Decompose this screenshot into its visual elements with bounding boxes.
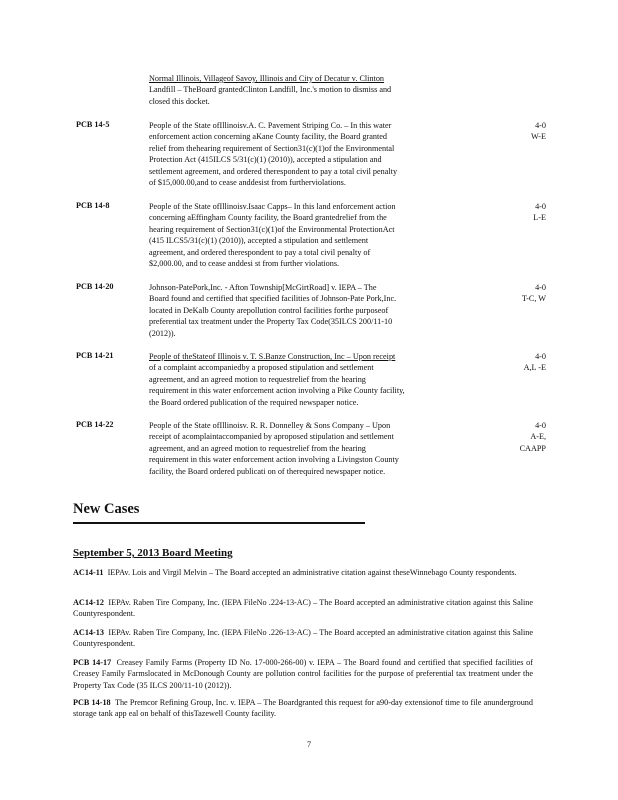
case-line: concerning aEffingham County facility, the Board grantedrelief from the <box>149 213 387 223</box>
case-line: People of the State ofIllinoisv.Isaac Capps– In this land enforcement action <box>149 202 396 211</box>
new-case-number: AC14-11 <box>73 568 104 577</box>
new-case-text: IEPAv. Raben Tire Company, Inc. (IEPA FileNo .226-13-AC) – The Board accepted an administrative citation against this Saline Countyrespondent. <box>73 628 533 649</box>
case-line: of a complaint accompaniedby a proposed stipulation and settlement <box>149 363 374 373</box>
case-line: agreement, and an agreed motion to requestrelief from the hearing <box>149 374 366 384</box>
case-vote <box>466 282 546 305</box>
case-line: relief from thehearing requirement of Section31(c)(1)of the Environmental <box>149 143 395 153</box>
case-line: Board found and certified that specified facilities of Johnson-Pate Pork,Inc. <box>149 294 397 304</box>
case-vote <box>466 201 546 224</box>
section-title: New Cases <box>73 501 140 517</box>
case-description <box>149 282 447 339</box>
case-line: agreement, and ordered therespondent to pay a total civil penalty of <box>149 247 371 257</box>
new-case-text: IEPAv. Lois and Virgil Melvin – The Board accepted an administrative citation against theseWinnebago County respondents. <box>107 568 517 577</box>
new-case-entry <box>73 567 533 578</box>
case-number: PCB 14-21 <box>76 351 114 360</box>
case-line: located in DeKalb County arepollution control facilities forthe purposeof <box>149 305 389 315</box>
new-case-text: IEPAv. Raben Tire Company, Inc. (IEPA FileNo .224-13-AC) – The Board accepted an administrative citation against this Saline Countyrespondent. <box>73 598 533 619</box>
case-line: People of theStateof Illinois v. T. S.Banze Construction, Inc – Upon receipt <box>149 352 396 361</box>
new-case-text: Creasey Family Farms (Property ID No. 17-000-266-00) v. IEPA – The Board found and certified that specified facilities of Creasey Family Farmslocated in McDonough County are pollution control facilities for the purpose of preferential tax treatment under the Property Tax Code (35 ILCS 200/11-10 (2012)). <box>73 658 534 690</box>
case-line: People of the State ofIllinoisv.A. C. Pavement Striping Co. – In this water <box>149 121 392 130</box>
new-case-number: PCB 14-17 <box>73 658 112 667</box>
new-case-number: AC14-13 <box>73 628 104 637</box>
case-line: of $15,000.00,and to cease anddesist from furtherviolations. <box>149 178 346 188</box>
continued-case-line: Normal Illinois, Villageof Savoy, Illinois and City of Decatur v. Clinton <box>149 74 385 83</box>
case-description <box>149 120 447 188</box>
case-line: receipt of acomplaintaccompanied by aproposed stipulation and settlement <box>149 432 394 442</box>
case-vote <box>466 120 546 143</box>
vote-line: 4-0 <box>535 421 546 430</box>
case-description <box>149 420 447 477</box>
case-line: (415 ILCS5/31(c)(1) (2010)), accepted a stipulation and settlement <box>149 236 369 246</box>
new-case-number: AC14-12 <box>73 598 104 607</box>
meeting-heading: September 5, 2013 Board Meeting <box>73 547 233 559</box>
case-line: Protection Act (415ILCS 5/31(c)(1) (2010)), accepted a stipulation and <box>149 155 382 165</box>
continued-case-line: Landfill – TheBoard grantedClinton Landfill, Inc.'s motion to dismiss and <box>149 85 392 95</box>
case-number: PCB 14-20 <box>76 282 114 291</box>
case-description <box>149 201 447 269</box>
vote-line: L-E <box>533 213 546 223</box>
continued-case-line: closed this docket. <box>149 96 210 106</box>
case-vote <box>466 351 546 374</box>
case-description <box>149 351 447 408</box>
vote-line: CAAPP <box>519 443 546 453</box>
page-number: 7 <box>306 740 312 749</box>
vote-line: T-C, W <box>521 294 546 304</box>
case-line: facility, the Board ordered publicati on of therequired newspaper notice. <box>149 466 386 476</box>
new-case-text: The Premcor Refining Group, Inc. v. IEPA – The Boardgranted this request for a90-day extensionof time to file anunderground storage tank app eal on behalf of thisTazewell County facility. <box>73 698 533 719</box>
case-line: settlement agreement, and ordered therespondent to pay a total civil penalty <box>149 166 398 176</box>
new-case-entry <box>73 657 533 691</box>
vote-line: A-E, <box>530 432 546 442</box>
case-line: the Board ordered publication of the required newspaper notice. <box>149 397 359 407</box>
new-case-number: PCB 14-18 <box>73 698 111 707</box>
continued-case-text <box>149 73 447 107</box>
case-line: Johnson-PatePork,Inc. - Afton Township[McGirtRoad] v. IEPA – The <box>149 283 377 292</box>
case-line: People of the State ofIllinoisv. R. R. Donnelley & Sons Company – Upon <box>149 421 391 430</box>
case-line: preferential tax treatment under the Property Tax Code(35ILCS 200/11-10 <box>149 317 393 327</box>
case-number: PCB 14-5 <box>76 120 110 129</box>
new-case-entry <box>73 597 533 620</box>
vote-line: 4-0 <box>535 121 546 130</box>
case-line: requirement in this water enforcement action involving a Pike County facility, <box>149 386 405 396</box>
vote-line: 4-0 <box>535 352 546 361</box>
vote-line: W-E <box>530 132 546 142</box>
case-line: requirement in this water enforcement action involving a Livingston County <box>149 455 399 465</box>
case-number: PCB 14-8 <box>76 201 110 210</box>
case-line: hearing requirement of Section31(c)(1)of the Environmental ProtectionAct <box>149 224 395 234</box>
new-case-entry <box>73 627 533 650</box>
case-number: PCB 14-22 <box>76 420 114 429</box>
vote-line: 4-0 <box>535 202 546 211</box>
section-divider <box>73 522 365 524</box>
case-vote <box>466 420 546 454</box>
vote-line: 4-0 <box>535 283 546 292</box>
case-line: enforcement action concerning aKane County facility, the Board granted <box>149 132 387 142</box>
vote-line: A,L -E <box>523 363 546 373</box>
case-line: $2,000.00, and to cease anddesi st from further violations. <box>149 259 340 269</box>
case-line: agreement, and an agreed motion to requestrelief from the hearing <box>149 443 366 453</box>
case-line: (2012)). <box>149 328 176 338</box>
new-case-entry <box>73 697 533 720</box>
